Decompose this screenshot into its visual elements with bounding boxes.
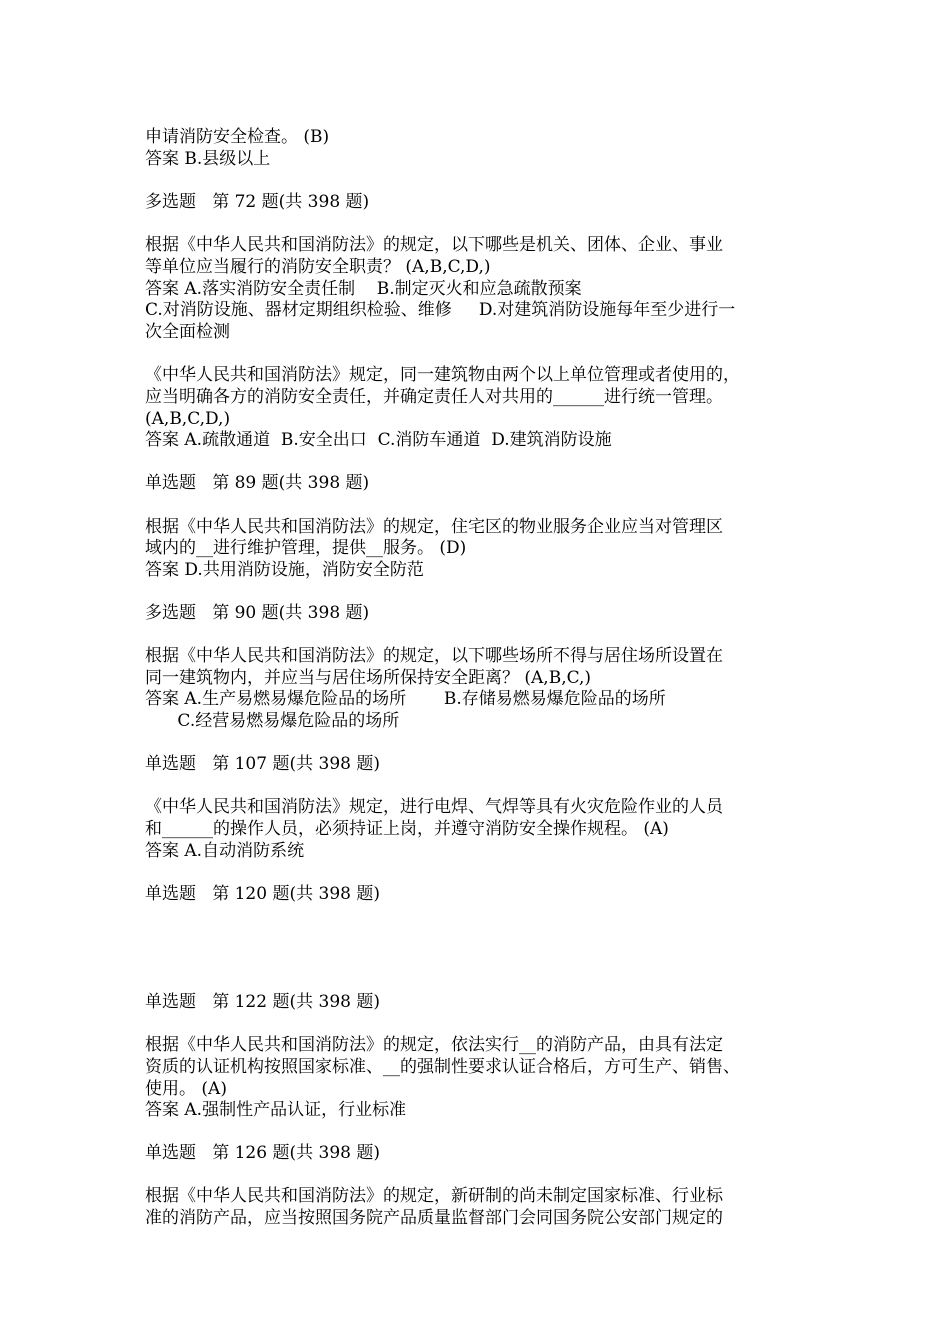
text-line: 根据《中华人民共和国消防法》的规定，依法实行__的消防产品，由具有法定: [145, 1035, 723, 1055]
text-line: 使用。 (A): [145, 1079, 227, 1099]
text-line: 单选题 第 89 题(共 398 题): [145, 473, 370, 493]
text-line: 同一建筑物内，并应当与居住场所保持安全距离？ (A,B,C,): [145, 668, 592, 688]
text-line: 单选题 第 122 题(共 398 题): [145, 992, 380, 1012]
text-line: 答案 A.疏散通道 B.安全出口 C.消防车通道 D.建筑消防设施: [145, 430, 612, 450]
text-line: 《中华人民共和国消防法》规定，进行电焊、气焊等具有火灾危险作业的人员: [145, 797, 723, 817]
text-line: C.对消防设施、器材定期组织检验、维修 D.对建筑消防设施每年至少进行一: [145, 300, 736, 320]
text-line: 根据《中华人民共和国消防法》的规定，以下哪些场所不得与居住场所设置在: [145, 646, 723, 666]
text-line: 多选题 第 72 题(共 398 题): [145, 192, 370, 212]
text-line: 单选题 第 120 题(共 398 题): [145, 884, 380, 904]
text-line: 根据《中华人民共和国消防法》的规定，新研制的尚未制定国家标准、行业标: [145, 1186, 723, 1206]
text-line: 根据《中华人民共和国消防法》的规定，住宅区的物业服务企业应当对管理区: [145, 517, 723, 537]
text-line: 等单位应当履行的消防安全职责？ (A,B,C,D,): [145, 257, 491, 277]
text-line: 准的消防产品，应当按照国务院产品质量监督部门会同国务院公安部门规定的: [145, 1208, 723, 1228]
text-line: 申请消防安全检查。 (B): [145, 127, 330, 147]
text-line: 答案 A.生产易燃易爆危险品的场所 B.存储易燃易爆危险品的场所: [145, 689, 666, 709]
text-line: 答案 A.强制性产品认证，行业标准: [145, 1100, 407, 1120]
text-line: (A,B,C,D,): [145, 409, 231, 429]
text-line: 根据《中华人民共和国消防法》的规定，以下哪些是机关、团体、企业、事业: [145, 235, 723, 255]
text-line: 和______的操作人员，必须持证上岗，并遵守消防安全操作规程。 (A): [145, 819, 669, 839]
text-line: 单选题 第 107 题(共 398 题): [145, 754, 380, 774]
text-line: 答案 A.自动消防系统: [145, 841, 305, 861]
text-line: 答案 A.落实消防安全责任制 B.制定灭火和应急疏散预案: [145, 279, 582, 299]
text-line: 次全面检测: [145, 322, 230, 342]
text-line: C.经营易燃易爆危险品的场所: [145, 711, 400, 731]
text-line: 域内的__进行维护管理，提供__服务。 (D): [145, 538, 467, 558]
text-line: 多选题 第 90 题(共 398 题): [145, 603, 370, 623]
text-line: 资质的认证机构按照国家标准、__的强制性要求认证合格后，方可生产、销售、: [145, 1057, 740, 1077]
text-line: 答案 D.共用消防设施，消防安全防范: [145, 560, 424, 580]
text-line: 答案 B.县级以上: [145, 149, 271, 169]
text-line: 《中华人民共和国消防法》规定，同一建筑物由两个以上单位管理或者使用的，: [145, 365, 740, 385]
text-line: 应当明确各方的消防安全责任，并确定责任人对共用的______进行统一管理。: [145, 387, 723, 407]
text-line: 单选题 第 126 题(共 398 题): [145, 1143, 380, 1163]
